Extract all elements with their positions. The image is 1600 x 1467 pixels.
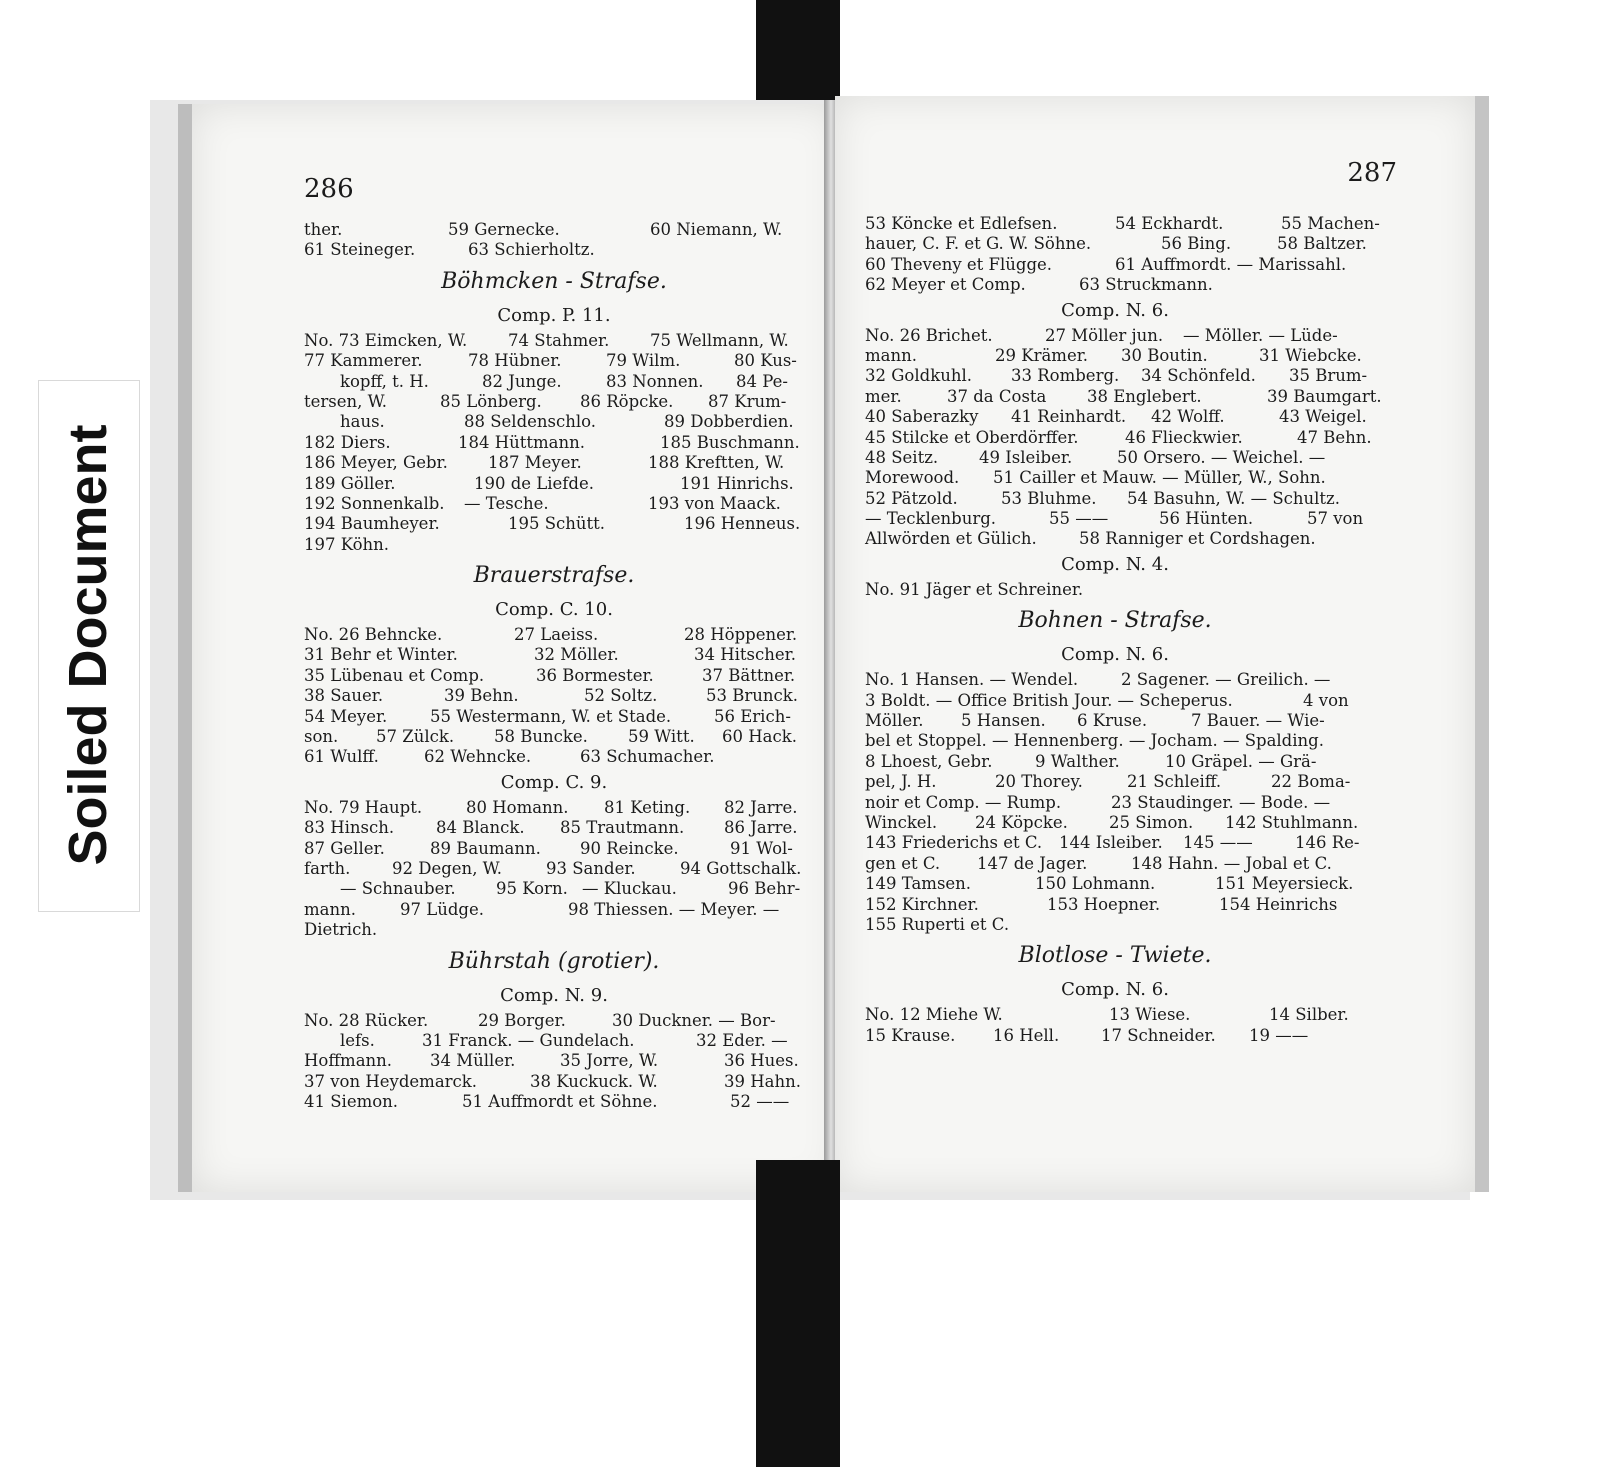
entry-text: 143 Friederichs et C. (865, 833, 1043, 853)
text-line (304, 433, 804, 453)
text-line (304, 839, 804, 859)
entry-text: 36 Bormester. (536, 665, 654, 685)
entry-text: 53 Bluhme. (1001, 488, 1097, 508)
text-line (865, 214, 1380, 234)
entry-text: 56 Erich- (714, 706, 791, 726)
text-line (304, 747, 804, 767)
entry-text: 22 Boma- (1271, 772, 1351, 792)
text-line (865, 833, 1365, 853)
entry-text: 53 Brunck. (706, 686, 798, 706)
entry-text: 42 Wolff. (1151, 407, 1225, 427)
entry-text: 88 Seldenschlo. (464, 412, 597, 432)
text-line (865, 529, 1365, 549)
entry-text: 61 Steineger. (304, 240, 416, 260)
left-page-content (304, 220, 804, 1113)
entry-text: lefs. (340, 1030, 375, 1050)
entry-text: farth. (304, 858, 351, 878)
binding-strap-top (756, 0, 840, 112)
entry-text: son. (304, 727, 339, 747)
company-heading: Comp. N. 9. (500, 984, 608, 1006)
entry-text: 146 Re- (1295, 833, 1360, 853)
entry-text: 77 Kammerer. (304, 351, 423, 371)
entry-text: 85 Trautmann. (560, 818, 685, 838)
text-line (304, 1092, 804, 1112)
entry-text: 79 Wilm. (606, 351, 681, 371)
entry-text: 37 Bättner. (702, 665, 796, 685)
entry-text: 21 Schleiff. (1127, 772, 1222, 792)
entry-text: 191 Hinrichs. (680, 473, 794, 493)
text-line (304, 220, 804, 240)
entry-text: 59 Gernecke. (448, 220, 560, 239)
entry-text: 51 Cailler et Mauw. — Müller, W., Sohn. (993, 468, 1326, 488)
entry-text: 40 Saberazky (865, 407, 979, 427)
right-page (835, 96, 1489, 1192)
right-page-content (865, 214, 1382, 1046)
text-line (865, 489, 1365, 509)
text-line (865, 813, 1365, 833)
entry-text: 52 —— (730, 1092, 790, 1112)
entry-text: 74 Stahmer. (508, 330, 610, 350)
company-heading: Comp. P. 11. (497, 304, 611, 326)
entry-text: 89 Baumann. (430, 838, 541, 858)
entry-text: 59 Witt. (628, 727, 695, 747)
text-line (865, 1026, 1365, 1046)
entry-text: 30 Duckner. — Bor- (612, 1010, 776, 1030)
entry-text: 31 Wiebcke. (1259, 345, 1362, 365)
entry-text: haus. (340, 412, 385, 432)
text-line (304, 859, 804, 879)
street-heading: Bührstah (grotier). (448, 948, 660, 974)
entry-text: 38 Kuckuck. W. (530, 1071, 658, 1091)
entry-text: 54 Eckhardt. (1115, 214, 1224, 233)
text-line (304, 372, 804, 392)
entry-text: 92 Degen, W. (392, 858, 502, 878)
entry-text: noir et Comp. — Rump. (865, 792, 1062, 812)
text-line (304, 412, 804, 432)
text-line (304, 900, 804, 920)
entry-text: 87 Geller. (304, 838, 385, 858)
entry-text: 80 Kus- (734, 351, 797, 371)
text-line (865, 691, 1365, 711)
text-line (304, 240, 804, 260)
entry-text: 6 Kruse. (1077, 711, 1148, 731)
entry-text: 34 Schönfeld. (1141, 366, 1256, 386)
entry-text: 145 —— (1183, 833, 1253, 853)
entry-text: No. 79 Haupt. (304, 797, 423, 817)
text-line (304, 707, 804, 727)
entry-text: 55 Machen- (1281, 214, 1380, 233)
entry-text: 95 Korn. (496, 879, 568, 899)
text-line (865, 711, 1365, 731)
entry-text: 87 Krum- (708, 391, 787, 411)
entry-text: 86 Jarre. (724, 818, 798, 838)
left-page (178, 104, 840, 1192)
text-line (865, 346, 1365, 366)
entry-text: 60 Theveny et Flügge. (865, 254, 1053, 274)
entry-text: 81 Keting. (604, 797, 691, 817)
entry-text: 189 Göller. (304, 473, 396, 493)
text-line (865, 234, 1365, 254)
entry-text: 61 Auffmordt. — Marissahl. (1115, 254, 1347, 274)
entry-text: 39 Baumgart. (1267, 386, 1382, 406)
entry-text: 52 Soltz. (584, 686, 658, 706)
company-heading: Comp. N. 6. (1061, 299, 1169, 321)
text-line (865, 427, 1372, 448)
entry-text: 58 Buncke. (494, 727, 588, 747)
entry-text: 155 Ruperti et C. (865, 914, 1010, 934)
text-line (304, 798, 804, 818)
text-line (304, 514, 804, 534)
company-heading: Comp. C. 10. (495, 599, 613, 621)
text-line (304, 879, 804, 899)
entry-text: 195 Schütt. (508, 514, 606, 534)
entry-text: 147 de Jager. (977, 853, 1088, 873)
entry-text: 89 Dobberdien. (664, 412, 794, 432)
entry-text: 142 Stuhlmann. (1225, 812, 1359, 832)
entry-text: No. 26 Brichet. (865, 325, 993, 345)
entry-text: 17 Schneider. (1101, 1025, 1216, 1045)
entry-text: 39 Hahn. (724, 1071, 801, 1091)
entry-text: 41 Siemon. (304, 1092, 399, 1112)
entry-text: 85 Lönberg. (440, 391, 542, 411)
entry-text: 56 Bing. (1161, 234, 1232, 254)
text-line (865, 772, 1365, 792)
entry-text: 151 Meyersieck. (1215, 874, 1354, 894)
entry-text: 82 Junge. (482, 371, 562, 391)
text-line (304, 727, 804, 747)
entry-text: — Schnauber. (340, 879, 456, 899)
street-heading: Blotlose - Twiete. (1018, 943, 1212, 969)
text-line (865, 326, 1365, 346)
text-line (865, 580, 1365, 600)
entry-text: 4 von (1303, 690, 1349, 710)
entry-text: 3 Boldt. — Office British Jour. — Scheperus. (865, 690, 1233, 710)
text-line (865, 854, 1365, 874)
entry-text: 32 Möller. (534, 645, 619, 665)
binding-strap-bottom (756, 1160, 840, 1467)
street-heading: Böhmcken - Strafse. (441, 268, 667, 294)
entry-text: — Kluckau. (582, 879, 677, 899)
text-line (865, 366, 1368, 386)
entry-text: 29 Krämer. (995, 345, 1089, 365)
entry-text: 97 Lüdge. (400, 899, 484, 919)
entry-text: 82 Jarre. (724, 797, 798, 817)
entry-text: 41 Reinhardt. (1011, 407, 1127, 427)
entry-text: 34 Hitscher. (694, 645, 796, 665)
text-line (304, 1011, 804, 1031)
text-line (865, 275, 1365, 295)
text-line (304, 494, 804, 514)
text-line (304, 392, 804, 412)
text-line (865, 793, 1365, 813)
company-heading: Comp. N. 6. (1061, 979, 1169, 1001)
entry-text: 36 Hues. (724, 1051, 799, 1071)
street-heading: Brauerstrafse. (473, 563, 635, 589)
entry-text: 149 Tamsen. (865, 874, 972, 894)
entry-text: 62 Wehncke. (424, 747, 532, 767)
entry-text: 47 Behn. (1297, 427, 1372, 447)
entry-text: Möller. (865, 711, 924, 731)
entry-text: 186 Meyer, Gebr. (304, 453, 448, 473)
entry-text: 37 von Heydemarck. (304, 1071, 478, 1091)
entry-text: Hoffmann. (304, 1051, 393, 1071)
text-line (865, 752, 1365, 772)
entry-text: 182 Diers. (304, 432, 391, 452)
entry-text: 10 Gräpel. — Grä- (1165, 751, 1317, 771)
entry-text: 49 Isleiber. (979, 447, 1073, 467)
entry-text: 37 da Costa (947, 386, 1047, 406)
entry-text: 13 Wiese. (1109, 1005, 1191, 1025)
entry-text: 15 Krause. (865, 1025, 956, 1045)
entry-text: 58 Ranniger et Cordshagen. (1079, 529, 1316, 549)
text-line (304, 818, 804, 838)
text-line (304, 351, 804, 371)
entry-text: 32 Goldkuhl. (865, 366, 972, 386)
entry-text: 27 Möller jun. (1045, 325, 1164, 345)
text-line (865, 874, 1365, 894)
entry-text: 8 Lhoest, Gebr. (865, 751, 993, 771)
text-line (304, 1072, 804, 1092)
entry-text: 98 Thiessen. — Meyer. — (568, 899, 780, 919)
company-heading: Comp. N. 4. (1061, 553, 1169, 575)
entry-text: 63 Struckmann. (1079, 275, 1213, 295)
entry-text: 60 Hack. (722, 727, 797, 747)
entry-text: 184 Hüttmann. (458, 432, 585, 452)
entry-text: 185 Buschmann. (660, 432, 800, 452)
text-line (304, 645, 804, 665)
entry-text: 152 Kirchner. (865, 894, 979, 914)
entry-text: 28 Höppener. (684, 625, 798, 645)
entry-text: bel et Stoppel. — Hennenberg. — Jocham. — Spalding. (865, 731, 1324, 751)
entry-text: 24 Köpcke. (975, 812, 1068, 832)
entry-text: 150 Lohmann. (1035, 874, 1156, 894)
entry-text: 187 Meyer. (488, 453, 582, 473)
entry-text: 193 von Maack. (648, 493, 781, 513)
entry-text: 39 Behn. (444, 686, 519, 706)
entry-text: 19 —— (1249, 1025, 1309, 1045)
entry-text: — Tecklenburg. (865, 509, 997, 529)
entry-text: 80 Homann. (466, 797, 569, 817)
entry-text: kopff, t. H. (340, 371, 429, 391)
entry-text: Allwörden et Gülich. (865, 529, 1037, 549)
right-page-number: 287 (1347, 158, 1397, 188)
text-line (865, 386, 1382, 407)
entry-text: 25 Simon. (1109, 812, 1194, 832)
entry-text: 86 Röpcke. (580, 391, 674, 411)
text-line (865, 915, 1365, 935)
entry-text: 93 Sander. (546, 858, 636, 878)
text-line (865, 255, 1365, 275)
text-line (304, 666, 804, 686)
entry-text: No. 26 Behncke. (304, 625, 443, 645)
entry-text: No. 73 Eimcken, W. (304, 330, 468, 350)
entry-text: 34 Müller. (430, 1051, 516, 1071)
entry-text: 35 Brum- (1289, 366, 1368, 386)
entry-text: mer. (865, 386, 902, 406)
entry-text: Morewood. (865, 468, 960, 488)
entry-text: 96 Behr- (728, 879, 801, 899)
entry-text: ther. (304, 220, 343, 239)
entry-text: 46 Flieckwier. (1125, 427, 1243, 447)
entry-text: 62 Meyer et Comp. (865, 275, 1026, 295)
entry-text: gen et C. (865, 853, 941, 873)
entry-text: 23 Staudinger. — Bode. — (1111, 792, 1331, 812)
entry-text: — Tesche. (464, 493, 549, 513)
entry-text: tersen, W. (304, 391, 387, 411)
entry-text: 54 Basuhn, W. — Schultz. (1127, 488, 1340, 508)
text-line (304, 331, 804, 351)
entry-text: 32 Eder. — (696, 1030, 788, 1050)
entry-text: 83 Hinsch. (304, 818, 395, 838)
entry-text: 43 Weigel. (1279, 407, 1367, 427)
entry-text: 63 Schierholtz. (468, 240, 595, 260)
entry-text: 38 Sauer. (304, 686, 384, 706)
company-heading: Comp. C. 9. (500, 771, 608, 793)
text-line (865, 670, 1365, 690)
text-line (865, 407, 1365, 427)
text-line (865, 731, 1365, 751)
entry-text: 154 Heinrichs (1219, 894, 1338, 914)
text-line (304, 453, 804, 473)
entry-text: 188 Kreftten, W. (648, 453, 785, 473)
entry-text: 2 Sagener. — Greilich. — (1121, 670, 1331, 690)
text-line (304, 474, 804, 494)
entry-text: 27 Laeiss. (514, 625, 599, 645)
entry-text: No. 1 Hansen. — Wendel. (865, 670, 1079, 690)
entry-text: 84 Blanck. (436, 818, 525, 838)
entry-text: 7 Bauer. — Wie- (1191, 711, 1325, 731)
text-line (865, 895, 1365, 915)
entry-text: 16 Hell. (993, 1025, 1060, 1045)
entry-text: 51 Auffmordt et Söhne. (462, 1092, 658, 1112)
entry-text: 45 Stilcke et Oberdörffer. (865, 427, 1079, 447)
text-line (865, 468, 1365, 488)
entry-text: 196 Henneus. (684, 514, 801, 534)
entry-text: 5 Hansen. (961, 711, 1046, 731)
entry-text: 91 Wol- (730, 838, 793, 858)
text-line (304, 1031, 804, 1051)
entry-text: — Möller. — Lüde- (1183, 325, 1338, 345)
entry-text: 83 Nonnen. (606, 371, 704, 391)
entry-text: 90 Reincke. (580, 838, 679, 858)
entry-text: 75 Wellmann, W. (650, 330, 789, 350)
entry-text: No. 12 Miehe W. (865, 1005, 1003, 1025)
entry-text: mann. (865, 345, 917, 365)
left-page-number: 286 (304, 174, 354, 204)
entry-text: 63 Schumacher. (580, 747, 715, 767)
entry-text: 84 Pe- (736, 371, 788, 391)
entry-text: 50 Orsero. — Weichel. — (1117, 447, 1326, 467)
entry-text: 33 Romberg. (1011, 366, 1120, 386)
entry-text: No. 91 Jäger et Schreiner. (865, 579, 1084, 599)
text-line (304, 920, 804, 940)
entry-text: 29 Borger. (478, 1010, 566, 1030)
entry-text: 60 Niemann, W. (650, 220, 783, 239)
text-line (304, 686, 804, 706)
entry-text: 57 Zülck. (376, 727, 455, 747)
entry-text: 94 Gottschalk. (680, 858, 802, 878)
entry-text: 56 Hünten. (1159, 509, 1254, 529)
entry-text: 52 Pätzold. (865, 488, 958, 508)
entry-text: No. 28 Rücker. (304, 1010, 429, 1030)
entry-text: 38 Englebert. (1087, 386, 1202, 406)
entry-text: 48 Seitz. (865, 447, 939, 467)
text-line (304, 625, 804, 645)
entry-text: 53 Köncke et Edlefsen. (865, 214, 1058, 233)
entry-text: 54 Meyer. (304, 706, 388, 726)
text-line (304, 535, 804, 555)
entry-text: 190 de Liefde. (474, 473, 594, 493)
entry-text: hauer, C. F. et G. W. Söhne. (865, 234, 1092, 254)
entry-text: 153 Hoepner. (1047, 894, 1161, 914)
entry-text: 61 Wulff. (304, 747, 379, 767)
entry-text: 31 Behr et Winter. (304, 645, 458, 665)
entry-text: 20 Thorey. (995, 772, 1083, 792)
entry-text: 35 Lübenau et Comp. (304, 665, 485, 685)
entry-text: 58 Baltzer. (1277, 234, 1367, 254)
entry-text: 55 —— (1049, 509, 1109, 529)
text-line (865, 1005, 1365, 1025)
entry-text: Dietrich. (304, 920, 378, 940)
text-line (865, 448, 1365, 468)
entry-text: mann. (304, 899, 356, 919)
text-line (865, 509, 1365, 529)
entry-text: 30 Boutin. (1121, 345, 1208, 365)
entry-text: 194 Baumheyer. (304, 514, 440, 534)
entry-text: 148 Hahn. — Jobal et C. (1131, 853, 1332, 873)
entry-text: 192 Sonnenkalb. (304, 493, 445, 513)
entry-text: 35 Jorre, W. (560, 1051, 659, 1071)
entry-text: 144 Isleiber. (1059, 833, 1163, 853)
entry-text: 14 Silber. (1269, 1005, 1349, 1025)
entry-text: pel, J. H. (865, 772, 937, 792)
entry-text: 31 Franck. — Gundelach. (422, 1030, 635, 1050)
entry-text: 78 Hübner. (468, 351, 562, 371)
soiled-document-label: Soiled Document (58, 424, 118, 866)
company-heading: Comp. N. 6. (1061, 644, 1169, 666)
entry-text: 197 Köhn. (304, 534, 390, 554)
text-line (304, 1051, 804, 1071)
entry-text: 55 Westermann, W. et Stade. (430, 706, 672, 726)
entry-text: Winckel. (865, 812, 938, 832)
entry-text: 9 Walther. (1035, 751, 1120, 771)
street-heading: Bohnen - Strafse. (1018, 608, 1212, 634)
entry-text: 57 von (1307, 509, 1364, 529)
